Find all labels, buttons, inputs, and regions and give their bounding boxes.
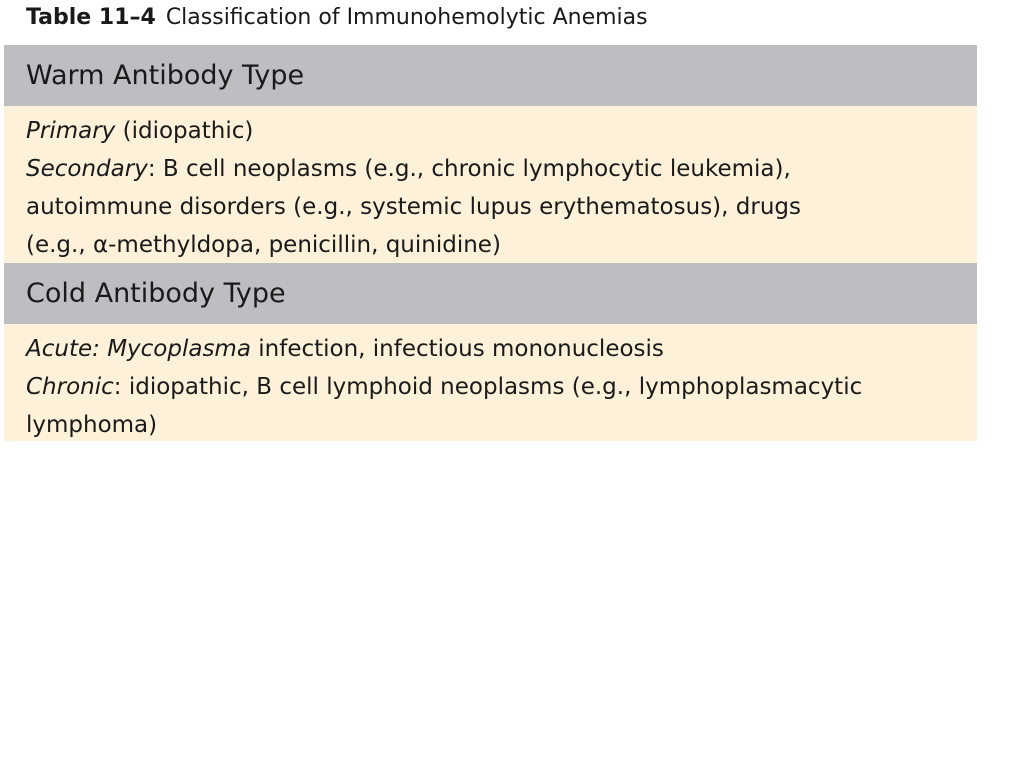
cold-acute-entry <box>26 330 977 368</box>
chronic-label: Chronic <box>26 374 114 400</box>
cold-chronic-entry <box>26 368 977 444</box>
warm-primary-entry <box>26 112 977 150</box>
secondary-label: Secondary <box>26 156 148 182</box>
secondary-line-1 <box>26 150 977 188</box>
acute-text: infection, infectious mononucleosis <box>250 336 664 362</box>
cold-antibody-body <box>4 324 977 441</box>
table-title: Classification of Immunohemolytic Anemias <box>165 5 648 30</box>
chronic-line-1 <box>26 368 977 406</box>
table-caption <box>26 3 648 33</box>
classification-table <box>4 45 977 441</box>
warm-antibody-body <box>4 106 977 263</box>
warm-antibody-header: Warm Antibody Type <box>4 45 977 106</box>
cold-antibody-header: Cold Antibody Type <box>4 263 977 324</box>
acute-organism: Mycoplasma <box>107 336 251 362</box>
warm-secondary-entry <box>26 150 977 264</box>
primary-label: Primary <box>26 118 116 144</box>
acute-label: Acute: <box>26 336 108 362</box>
table-number: Table 11–4 <box>26 5 156 30</box>
primary-text: (idiopathic) <box>115 118 254 144</box>
secondary-text-1: : B cell neoplasms (e.g., chronic lymphocytic leukemia), <box>147 156 791 182</box>
chronic-line-2: lymphoma) <box>26 412 158 438</box>
chronic-text-1: : idiopathic, B cell lymphoid neoplasms (e.g., lymphoplasmacytic <box>113 374 863 400</box>
secondary-line-2: autoimmune disorders (e.g., systemic lupus erythematosus), drugs <box>26 194 801 220</box>
secondary-line-3: (e.g., α-methyldopa, penicillin, quinidine) <box>26 232 501 258</box>
